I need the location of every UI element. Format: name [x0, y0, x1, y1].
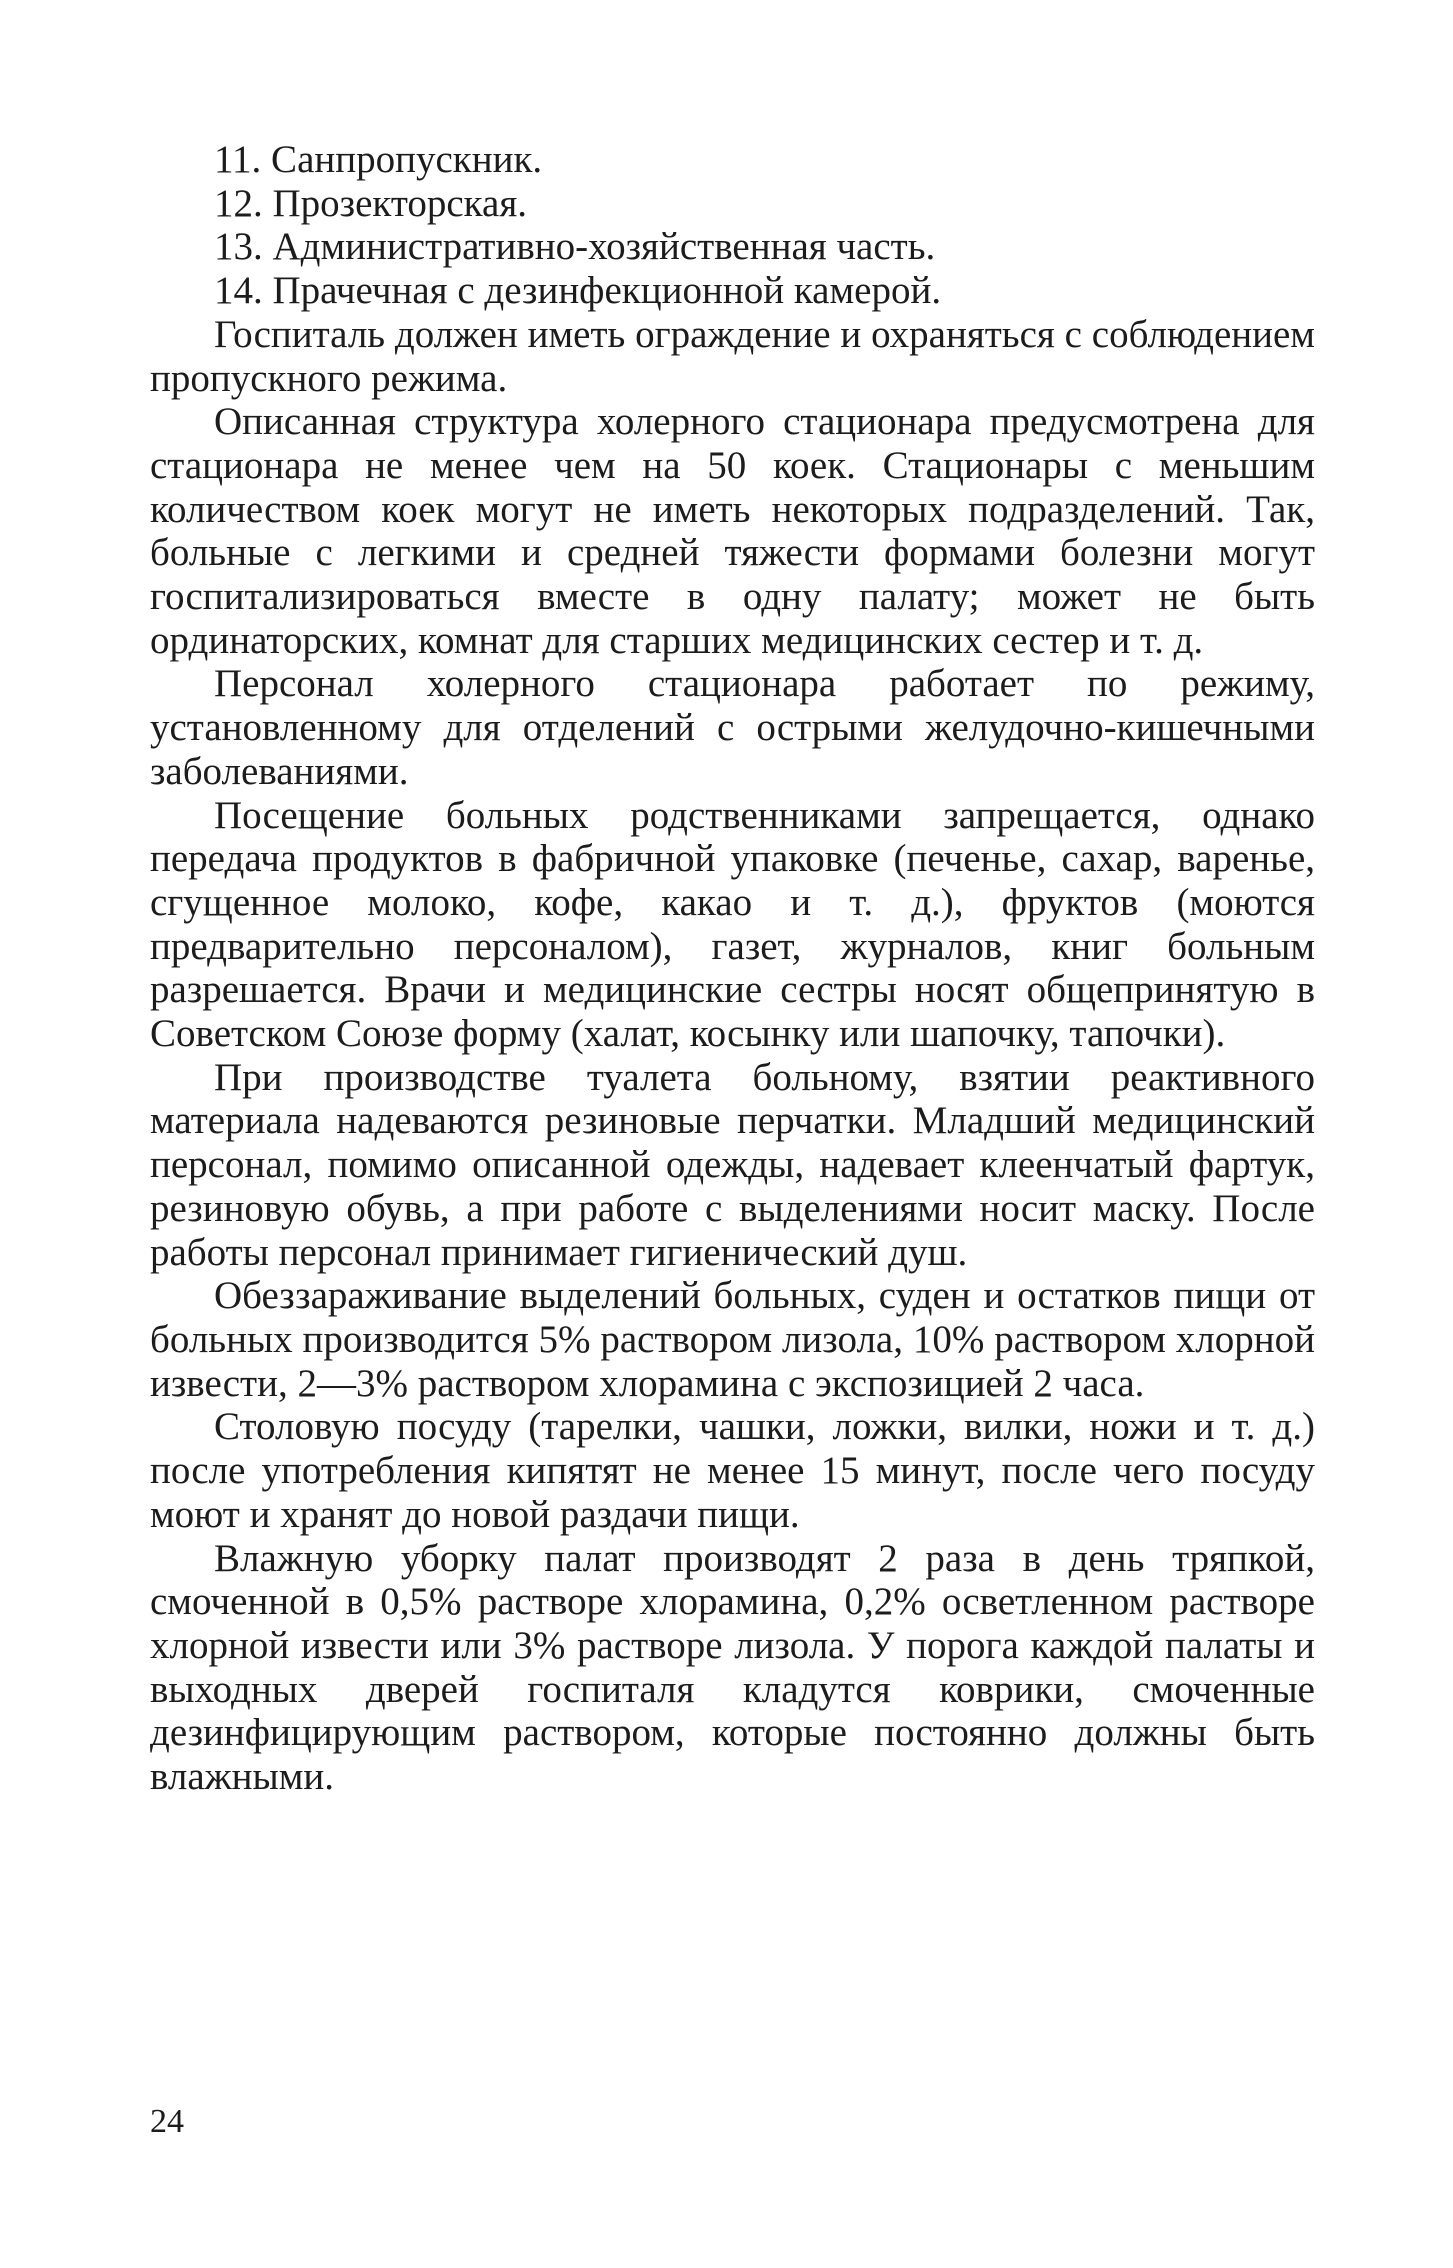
- document-page: [150, 138, 1315, 2178]
- paragraph-disinfection: Обеззараживание выделений больных, суден и остатков пищи от больных производится 5% раствором лизола, 10% раствором хлорной извести, 2—3% раствором хлорамина с экспозицией 2 часа.: [150, 1274, 1315, 1405]
- paragraph-structure: Описанная структура холерного стационара предусмотрена для стационара не менее чем на 50 коек. Стационары с меньшим количеством коек могут не иметь некоторых подразделений. Так, больные с легкими и средней тяжести формами болезни могут госпитализироваться вместе в одну палату; может не быть ординаторских, комнат для старших медицинских сестер и т. д.: [150, 400, 1315, 662]
- page-number: 24: [150, 2103, 184, 2140]
- paragraph-protective-clothing: При производстве туалета больному, взятии реактивного материала надеваются резиновые перчатки. Младший медицинский персонал, помимо описанной одежды, надевает клеенчатый фартук, резиновую обувь, а при работе с выделениями носит маску. После работы персонал принимает гигиенический душ.: [150, 1055, 1315, 1274]
- paragraph-fence: Госпиталь должен иметь ограждение и охраняться с соблюдением пропускного режима.: [150, 312, 1315, 400]
- list-item: 12. Прозекторская.: [214, 181, 528, 225]
- paragraph-tableware: Столовую посуду (тарелки, чашки, ложки, вилки, ножи и т. д.) после употребления кипятят не менее 15 минут, после чего посуду моют и хранят до новой раздачи пищи.: [150, 1405, 1315, 1536]
- paragraph-wet-cleaning: Влажную уборку палат производят 2 раза в день тряпкой, смоченной в 0,5% растворе хлорамина, 0,2% осветленном растворе хлорной извести или 3% растворе лизола. У порога каждой палаты и выходных дверей госпиталя кладутся коврики, смоченные дезинфицирующим раствором, которые постоянно должны быть влажными.: [150, 1536, 1315, 1799]
- list-item: 11. Санпропускник.: [214, 138, 543, 181]
- list-item: 14. Прачечная с дезинфекционной камерой.: [214, 269, 942, 313]
- paragraph-staff-regime: Персонал холерного стационара работает по режиму, установленному для отделений с острыми желудочно-кишечными заболеваниями.: [150, 662, 1315, 793]
- paragraph-visits: Посещение больных родственниками запрещается, однако передача продуктов в фабричной упаковке (печенье, сахар, варенье, сгущенное молоко, кофе, какао и т. д.), фруктов (моются предварительно персоналом), газет, журналов, книг больным разрешается. Врачи и медицинские сестры носят общепринятую в Советском Союзе форму (халат, косынку или шапочку, тапочки).: [150, 793, 1315, 1056]
- list-item: 13. Административно-хозяйственная часть.: [214, 225, 936, 269]
